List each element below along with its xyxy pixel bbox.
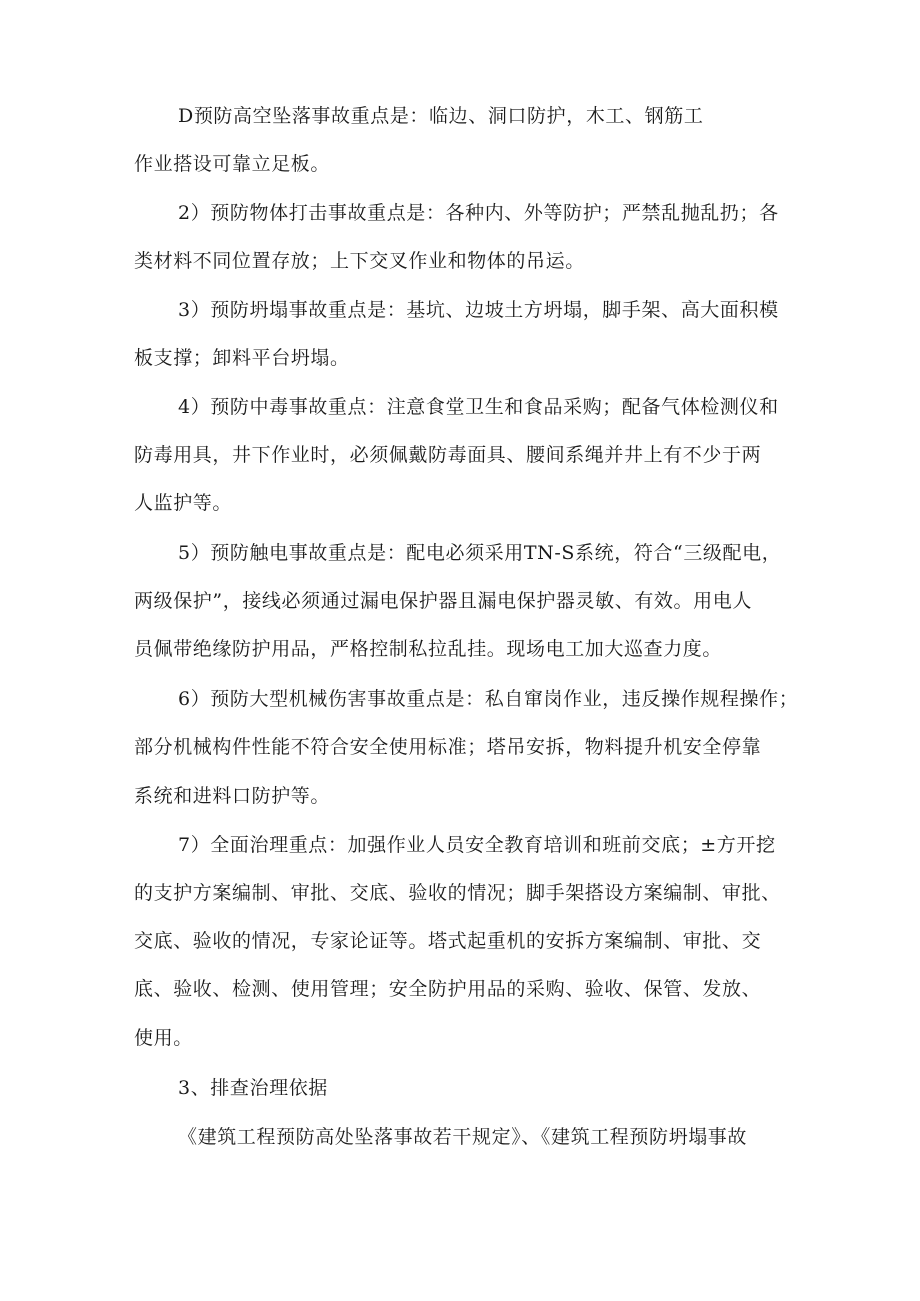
text-line: 两级保护”，接线必须通过漏电保护器且漏电保护器灵敏、有效。用电人	[134, 590, 752, 612]
text-line: 7）全面治理重点：加强作业人员安全教育培训和班前交底；±方开挖	[178, 834, 776, 856]
text-line: 系统和进料口防护等。	[134, 785, 331, 807]
text-line: 《建筑工程预防高处坠落事故若干规定》、《建筑工程预防坍塌事故	[178, 1126, 748, 1148]
text-line: 人监护等。	[134, 492, 233, 514]
text-line: 使用。	[134, 1027, 193, 1049]
text-line: 4）预防中毒事故重点：注意食堂卫生和食品采购；配备气体检测仪和	[178, 396, 779, 418]
text-line: 部分机械构件性能不符合安全使用标准；塔吊安拆，物料提升机安全停靠	[134, 736, 762, 758]
text-line: 板支撑；卸料平台坍塌。	[134, 347, 350, 369]
text-line: 2）预防物体打击事故重点是：各种内、外等防护；严禁乱抛乱扔；各	[178, 202, 779, 224]
text-line: 底、验收、检测、使用管理；安全防护用品的采购、验收、保管、发放、	[134, 978, 762, 1000]
text-line: 作业搭设可靠立足板。	[134, 153, 331, 175]
text-line: D预防高空坠落事故重点是：临边、洞口防护，木工、钢筋工	[178, 105, 704, 127]
text-line: 交底、验收的情况，专家论证等。塔式起重机的安拆方案编制、审批、交	[134, 930, 762, 952]
text-line: 防毒用具，井下作业时，必须佩戴防毒面具、腰间系绳并井上有不少于两	[134, 444, 762, 466]
text-line: 的支护方案编制、审批、交底、验收的情况；脚手架搭设方案编制、审批、	[134, 882, 781, 904]
text-line: 6）预防大型机械伤害事故重点是：私自窜岗作业，违反操作规程操作；	[178, 688, 799, 710]
section-heading: 3、排查治理依据	[178, 1077, 328, 1099]
text-line: 员佩带绝缘防护用品，严格控制私拉乱挂。现场电工加大巡查力度。	[134, 638, 723, 660]
text-line: 3）预防坍塌事故重点是：基坑、边坡土方坍塌，脚手架、高大面积模	[178, 299, 779, 321]
text-line: 5）预防触电事故重点是：配电必须采用TN-S系统，符合“三级配电，	[178, 542, 782, 564]
text-line: 类材料不同位置存放；上下交叉作业和物体的吊运。	[134, 250, 585, 272]
